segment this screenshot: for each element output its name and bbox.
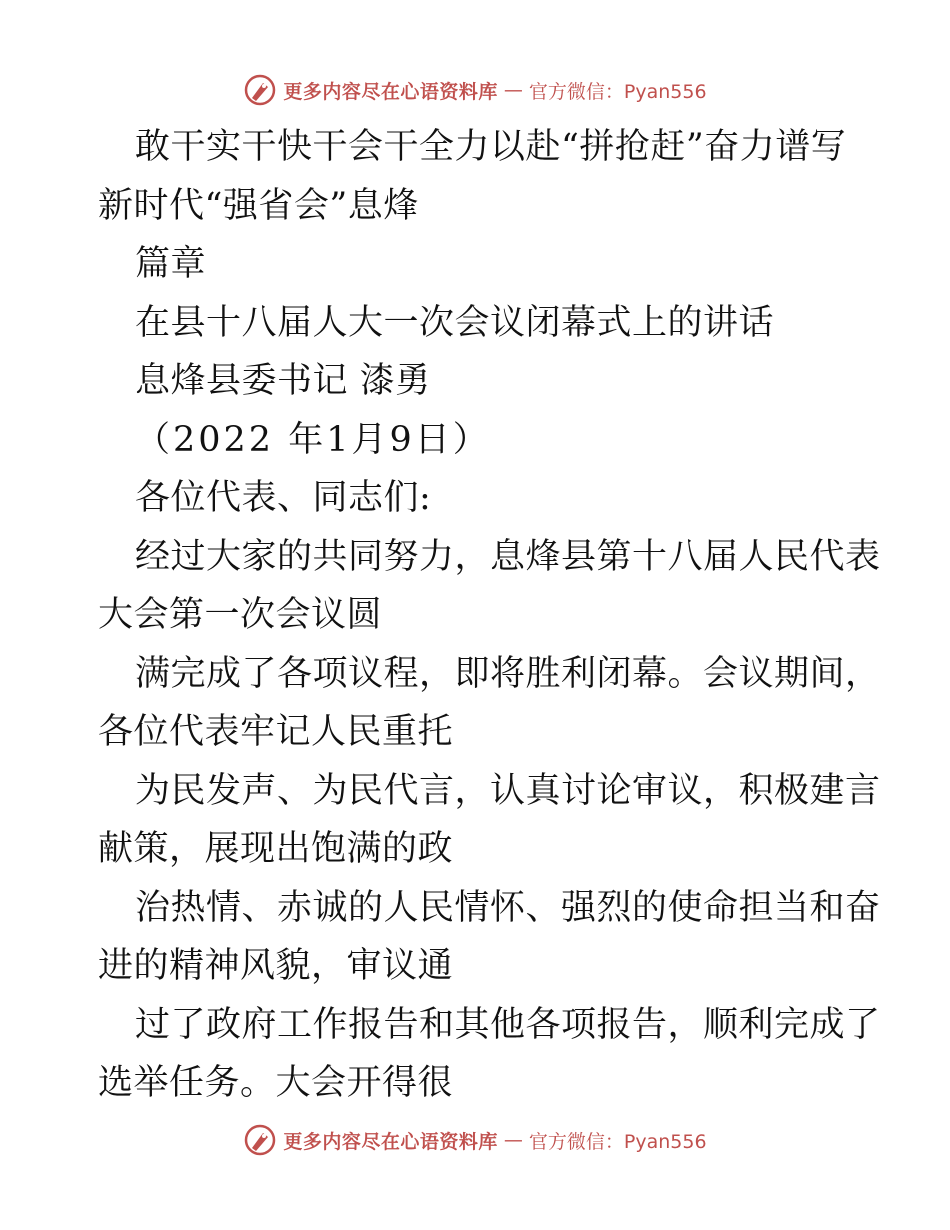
speech-date: （2022 年1月9日） bbox=[135, 419, 491, 460]
banner-brand: 更多内容尽在心语资料库 bbox=[283, 80, 498, 103]
title-line-3: 篇章 bbox=[135, 244, 207, 284]
banner-contact: 官方微信：Pyan556 bbox=[528, 1130, 707, 1153]
paragraph-line: 进的精神风貌，审议通 bbox=[98, 946, 454, 986]
paragraph-line: 满完成了各项议程，即将胜利闭幕。会议期间， bbox=[135, 653, 881, 694]
banner-brand: 更多内容尽在心语资料库 bbox=[283, 1130, 498, 1153]
banner-contact: 官方微信：Pyan556 bbox=[528, 80, 707, 103]
paragraph-line: 各位代表牢记人民重托 bbox=[98, 712, 454, 752]
paragraph-line: 治热情、赤诚的人民情怀、强烈的使命担当和奋 bbox=[135, 887, 881, 928]
subtitle: 在县十八届人大一次会议闭幕式上的讲话 bbox=[135, 302, 775, 343]
salutation: 各位代表、同志们: bbox=[135, 478, 432, 518]
paragraph-line: 选举任务。大会开得很 bbox=[98, 1063, 454, 1103]
header-banner bbox=[0, 70, 950, 110]
pen-nib-logo-icon bbox=[243, 1123, 277, 1157]
footer-banner bbox=[0, 1120, 950, 1160]
document-body bbox=[98, 118, 881, 1113]
banner-separator: — bbox=[503, 1129, 523, 1151]
title-line-1: 敢干实干快干会干全力以赴“拼抢赶”奋力谱写 bbox=[135, 127, 847, 167]
paragraph-line: 为民发声、为民代言，认真讨论审议，积极建言 bbox=[135, 770, 881, 811]
banner-separator: — bbox=[503, 79, 523, 101]
paragraph-line: 献策，展现出饱满的政 bbox=[98, 829, 454, 869]
title-line-2: 新时代“强省会”息烽 bbox=[98, 185, 419, 226]
paragraph-line: 经过大家的共同努力，息烽县第十八届人民代表 bbox=[135, 536, 881, 577]
paragraph-line: 大会第一次会议圆 bbox=[98, 595, 383, 635]
author: 息烽县委书记 漆勇 bbox=[135, 361, 431, 401]
pen-nib-logo-icon bbox=[243, 73, 277, 107]
paragraph-line: 过了政府工作报告和其他各项报告，顺利完成了 bbox=[135, 1004, 881, 1045]
